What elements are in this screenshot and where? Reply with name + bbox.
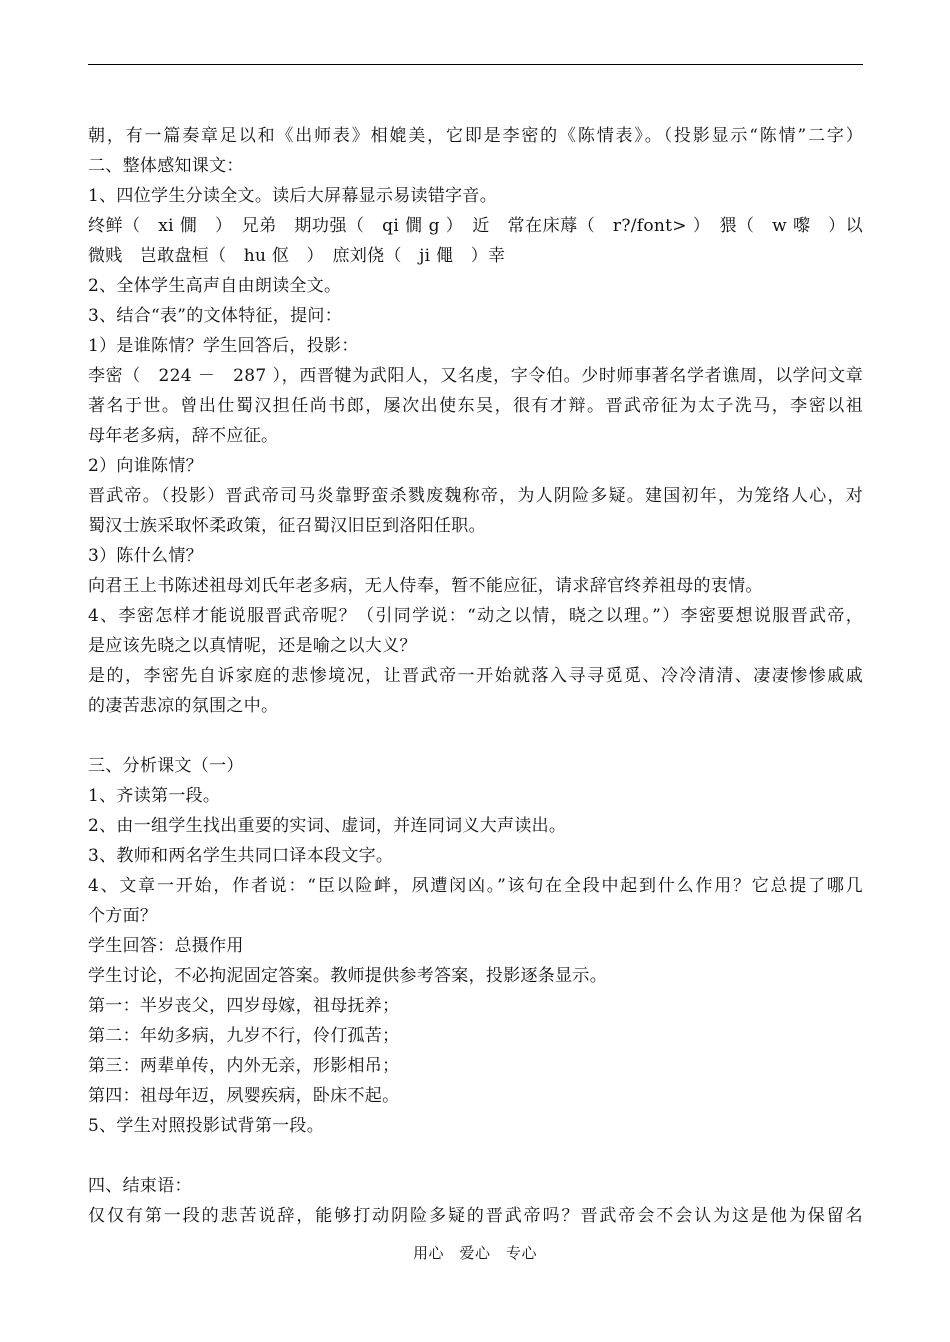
text-line: 1、四位学生分读全文。读后大屏幕显示易读错字音。 <box>88 186 498 206</box>
text-line: 个方面？ <box>88 906 158 926</box>
text-line: 学生回答：总摄作用 <box>88 936 244 956</box>
list-item: 第一：半岁丧父，四岁母嫁，祖母抚养； <box>88 996 400 1016</box>
text-line: 5、学生对照投影试背第一段。 <box>88 1116 325 1136</box>
list-item: 第四：祖母年迈，夙婴疾病，卧床不起。 <box>88 1086 400 1106</box>
question-line: 2）向谁陈情？ <box>88 456 203 476</box>
text-line: 3、教师和两名学生共同口译本段文字。 <box>88 846 394 866</box>
text-line: 朝，有一篇奏章足以和《出师表》相媲美，它即是李密的《陈情表》。（投影显示“陈情”二字） <box>88 126 863 146</box>
text-line: 1、齐读第一段。 <box>88 786 221 806</box>
text-line: 是的，李密先自诉家庭的悲惨境况，让晋武帝一开始就落入寻寻觅觅、冷冷清清、凄凄惨惨戚戚 <box>88 666 863 686</box>
header-rule <box>88 64 863 65</box>
text-line: 是应该先晓之以真情呢，还是喻之以大义？ <box>88 636 417 656</box>
text-line: 4、文章一开始，作者说：“臣以险衅，夙遭闵凶。”该句在全段中起到什么作用？它总提了哪几 <box>88 876 863 896</box>
pronunciation-line: 微贱 岂敢盘桓（ hu 伛 ） 庶刘侥（ ji 僶 ）幸 <box>88 246 506 266</box>
page-footer: 用心 爱心 专心 <box>412 1244 537 1262</box>
text-line: 3、结合“表”的文体特征，提问： <box>88 306 342 326</box>
text-line: 著名于世。曾出仕蜀汉担任尚书郎，屡次出使东吴，很有才辩。晋武帝征为太子洗马，李密以祖 <box>88 396 863 416</box>
text-line: 的凄苦悲凉的氛围之中。 <box>88 696 279 716</box>
section-heading: 二、整体感知课文： <box>88 156 244 176</box>
text-line: 4、李密怎样才能说服晋武帝呢？（引同学说：“动之以情，晓之以理。”）李密要想说服晋武帝， <box>88 606 863 626</box>
section-heading: 四、结束语： <box>88 1176 192 1196</box>
list-item: 第三：两辈单传，内外无亲，形影相吊； <box>88 1056 400 1076</box>
blank-line <box>88 1141 863 1171</box>
text-line: 李密（ 224 － 287 ），西晋犍为武阳人，又名虔，字令伯。少时师事著名学者谯周，以学问文章 <box>88 366 863 386</box>
text-line: 2、全体学生高声自由朗读全文。 <box>88 276 342 296</box>
list-item: 第二：年幼多病，九岁不行，伶仃孤苦； <box>88 1026 400 1046</box>
question-line: 1）是谁陈情？学生回答后，投影： <box>88 336 359 356</box>
pronunciation-line: 终鲜（ xi 僩 ） 兄弟 期功强（ qi 僩 g ） 近 常在床蓐（ r?/font> ） 猥（ w 嚟 ）以 <box>88 216 863 236</box>
text-line: 学生讨论，不必拘泥固定答案。教师提供参考答案，投影逐条显示。 <box>88 966 607 986</box>
question-line: 3）陈什么情？ <box>88 546 203 566</box>
text-line: 蜀汉士族采取怀柔政策，征召蜀汉旧臣到洛阳任职。 <box>88 516 486 536</box>
text-line: 向君王上书陈述祖母刘氏年老多病，无人侍奉，暂不能应征，请求辞官终养祖母的衷情。 <box>88 576 763 596</box>
text-line: 晋武帝。（投影）晋武帝司马炎靠野蛮杀戮废魏称帝，为人阴险多疑。建国初年，为笼络人心，对 <box>88 486 863 506</box>
text-line: 仅仅有第一段的悲苦说辞，能够打动阴险多疑的晋武帝吗？晋武帝会不会认为这是他为保留名 <box>88 1206 863 1226</box>
blank-line <box>88 721 863 751</box>
document-body <box>88 121 863 1231</box>
text-line: 2、由一组学生找出重要的实词、虚词，并连同词义大声读出。 <box>88 816 567 836</box>
text-line: 母年老多病，辞不应征。 <box>88 426 279 446</box>
section-heading: 三、分析课文（一） <box>88 756 244 776</box>
